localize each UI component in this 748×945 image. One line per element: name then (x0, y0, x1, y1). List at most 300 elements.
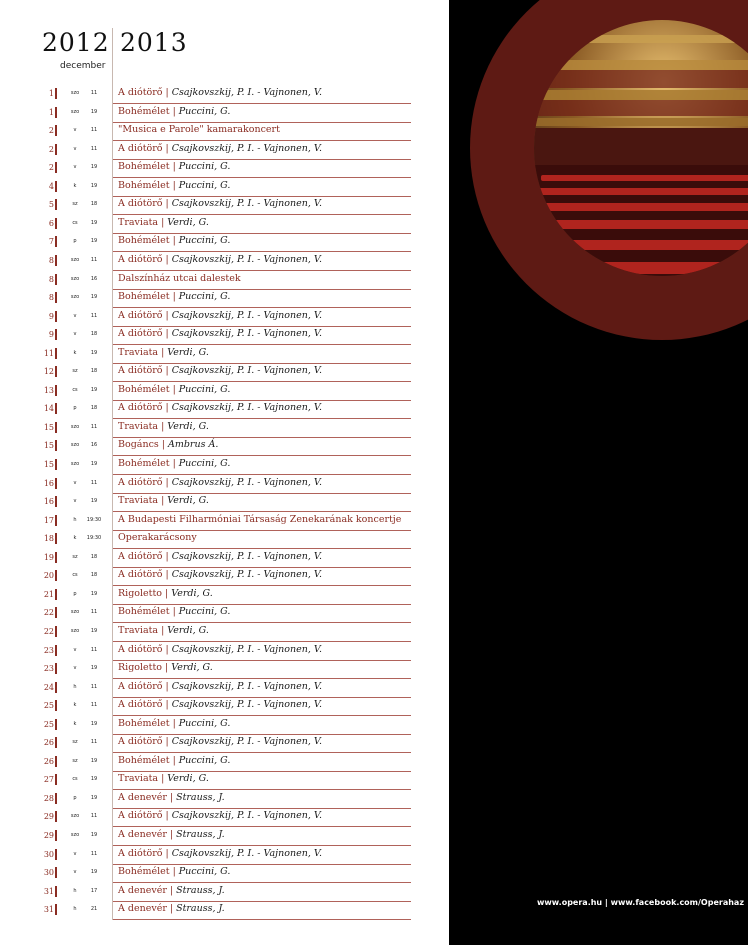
event-title-line[interactable] (118, 885, 225, 896)
event-time: 16 (90, 275, 98, 282)
title-author-separator: | (169, 903, 174, 915)
event-title[interactable]: A diótörő (118, 198, 163, 210)
event-time: 18 (90, 201, 98, 208)
event-title-line[interactable] (118, 829, 225, 840)
day-marker (55, 849, 57, 860)
event-day: 9 (48, 330, 54, 340)
event-time: 18 (90, 572, 98, 579)
event-title-line[interactable] (118, 773, 209, 784)
event-weekday: v (73, 479, 77, 486)
event-row[interactable] (0, 827, 449, 846)
event-day: 29 (43, 831, 54, 840)
event-author: Verdi, G. (167, 346, 209, 358)
event-title-line[interactable] (118, 291, 230, 302)
day-marker (55, 663, 57, 674)
event-author: Csajkovszkij, P. I. - Vajnonen, V. (171, 253, 323, 265)
event-author: Verdi, G. (167, 420, 209, 432)
event-author: Verdi, G. (167, 624, 209, 636)
event-day: 17 (43, 515, 54, 525)
title-author-separator: | (165, 309, 169, 321)
event-author: Strauss, J. (176, 884, 225, 896)
event-author: Strauss, J. (176, 829, 225, 840)
event-title[interactable]: Traviata (118, 420, 159, 432)
event-row[interactable] (0, 215, 449, 234)
event-title[interactable]: Bohémélet (118, 161, 170, 173)
event-author: Csajkovszkij, P. I. - Vajnonen, V. (171, 569, 323, 581)
event-weekday: szo (70, 275, 80, 282)
event-time: 19 (90, 108, 98, 115)
event-title[interactable]: A diótörő (118, 643, 163, 655)
event-day: 1 (48, 107, 54, 117)
event-title[interactable]: Traviata (118, 495, 159, 507)
event-title-line[interactable] (118, 718, 230, 729)
event-day: 19 (43, 552, 54, 562)
event-author: Csajkovszkij, P. I. - Vajnonen, V. (171, 365, 323, 377)
event-time: 11 (90, 683, 98, 690)
event-title[interactable]: A diótörő (118, 736, 163, 748)
event-row[interactable] (0, 846, 449, 865)
event-title-line[interactable] (118, 903, 225, 914)
event-title-line[interactable] (118, 124, 280, 135)
event-row[interactable] (0, 308, 449, 327)
event-weekday: v (73, 498, 77, 505)
event-day: 5 (48, 200, 54, 210)
event-title[interactable]: A diótörő (118, 550, 163, 562)
event-row[interactable] (0, 178, 449, 197)
title-author-separator: | (165, 662, 169, 674)
event-title[interactable]: A diótörő (118, 142, 163, 154)
event-title-line[interactable] (118, 439, 218, 450)
event-author: Csajkovszkij, P. I. - Vajnonen, V. (171, 309, 323, 321)
event-row[interactable] (0, 363, 449, 382)
event-title-line[interactable] (118, 477, 322, 488)
event-title-line[interactable] (118, 606, 230, 617)
event-title-line[interactable] (118, 143, 322, 154)
event-row[interactable] (0, 85, 449, 104)
photo-panel (449, 0, 748, 945)
event-title-line[interactable] (118, 644, 322, 655)
event-row[interactable] (0, 493, 449, 512)
event-row[interactable] (0, 642, 449, 661)
event-row[interactable] (0, 419, 449, 438)
event-title[interactable]: A diótörő (118, 569, 163, 581)
event-author: Puccini, G. (178, 606, 231, 618)
event-title[interactable]: Bohémélet (118, 235, 170, 247)
event-author: Csajkovszkij, P. I. - Vajnonen, V. (171, 847, 323, 859)
day-marker (55, 144, 57, 155)
title-author-separator: | (172, 179, 176, 191)
event-title-line[interactable] (118, 365, 322, 376)
day-marker (55, 737, 57, 748)
event-title-line[interactable] (118, 328, 322, 339)
event-row[interactable] (0, 864, 449, 883)
day-marker (55, 385, 57, 396)
event-title-line[interactable] (118, 810, 322, 821)
event-title[interactable]: A diótörő (118, 402, 163, 414)
event-author: Csajkovszkij, P. I. - Vajnonen, V. (171, 142, 323, 154)
event-weekday: k (73, 349, 77, 356)
event-day: 29 (43, 812, 54, 822)
event-author: Puccini, G. (178, 179, 231, 191)
event-title-line[interactable] (118, 736, 322, 747)
event-row[interactable] (0, 790, 449, 809)
event-weekday: p (73, 794, 77, 801)
event-author: Csajkovszkij, P. I. - Vajnonen, V. (171, 680, 323, 692)
event-row[interactable] (0, 326, 449, 345)
event-weekday: sz (72, 739, 78, 746)
event-author: Verdi, G. (171, 662, 213, 674)
event-title[interactable]: Traviata (118, 773, 159, 785)
event-title[interactable]: A diótörő (118, 847, 163, 859)
event-row[interactable] (0, 400, 449, 419)
event-title-line[interactable] (118, 180, 230, 191)
event-title-line[interactable] (118, 866, 230, 877)
event-title[interactable]: Operakarácsony (118, 532, 197, 544)
event-row[interactable] (0, 716, 449, 735)
event-day: 15 (43, 422, 54, 432)
event-title[interactable]: A diótörő (118, 309, 163, 321)
title-author-separator: | (172, 458, 176, 469)
event-day: 1 (48, 89, 54, 98)
day-marker (55, 830, 57, 841)
event-weekday: p (73, 590, 77, 597)
event-title-line[interactable] (118, 310, 322, 321)
event-author: Puccini, G. (178, 161, 231, 173)
event-row[interactable] (0, 271, 449, 290)
event-weekday: sz (72, 757, 78, 764)
event-time: 19 (90, 832, 98, 838)
event-row[interactable] (0, 753, 449, 772)
event-day: 22 (43, 626, 54, 636)
event-title-line[interactable] (118, 198, 322, 209)
event-title-line[interactable] (118, 662, 213, 673)
event-time: 17 (90, 887, 98, 894)
event-title[interactable]: A denevér (118, 829, 167, 840)
event-row[interactable] (0, 382, 449, 401)
event-row[interactable] (0, 883, 449, 902)
event-day: 26 (43, 756, 54, 766)
day-marker (55, 292, 57, 303)
title-author-separator: | (165, 142, 169, 154)
day-marker (55, 774, 57, 785)
event-title-line[interactable] (118, 532, 197, 543)
event-day: 2 (48, 144, 54, 154)
event-author: Csajkovszkij, P. I. - Vajnonen, V. (171, 643, 323, 655)
day-marker (55, 440, 57, 451)
event-time: 19 (90, 461, 98, 467)
event-title-line[interactable] (118, 87, 322, 98)
day-marker (55, 311, 57, 322)
event-row[interactable] (0, 604, 449, 623)
event-author: Verdi, G. (167, 495, 209, 507)
day-marker (55, 199, 57, 210)
event-day: 26 (43, 738, 54, 748)
event-day: 30 (43, 868, 54, 878)
event-day: 14 (43, 404, 54, 414)
event-title-line[interactable] (118, 161, 230, 172)
event-row[interactable] (0, 345, 449, 364)
title-author-separator: | (172, 717, 176, 729)
event-time: 19 (90, 776, 98, 783)
event-weekday: szo (70, 609, 80, 616)
event-author: Csajkovszkij, P. I. - Vajnonen, V. (171, 550, 323, 562)
event-row[interactable] (0, 901, 449, 920)
event-weekday: h (73, 683, 77, 690)
title-author-separator: | (165, 680, 169, 692)
event-author: Verdi, G. (167, 773, 209, 785)
event-weekday: sz (72, 368, 78, 375)
day-marker (55, 682, 57, 693)
day-marker (55, 496, 57, 507)
event-author: Csajkovszkij, P. I. - Vajnonen, V. (171, 476, 323, 488)
event-time: 19 (90, 219, 98, 226)
title-author-separator: | (172, 383, 176, 395)
event-weekday: v (73, 164, 77, 171)
event-time: 19:30 (86, 516, 102, 523)
event-row[interactable] (0, 808, 449, 827)
event-title[interactable]: Bohémélet (118, 291, 170, 303)
event-author: Puccini, G. (178, 235, 231, 247)
event-title-line[interactable] (118, 588, 213, 599)
day-marker (55, 570, 57, 581)
event-title-line[interactable] (118, 235, 230, 246)
title-author-separator: | (169, 791, 174, 803)
event-title[interactable]: A diótörő (118, 328, 163, 340)
event-title[interactable]: Bogáncs (118, 439, 159, 451)
event-author: Csajkovszkij, P. I. - Vajnonen, V. (171, 402, 323, 414)
event-title-line[interactable] (118, 458, 230, 469)
event-author: Csajkovszkij, P. I. - Vajnonen, V. (171, 198, 323, 210)
title-author-separator: | (172, 161, 176, 173)
event-row[interactable] (0, 530, 449, 549)
event-author: Verdi, G. (171, 587, 213, 599)
event-day: 6 (48, 218, 54, 228)
event-title[interactable]: Bohémélet (118, 866, 170, 878)
title-author-separator: | (161, 346, 165, 358)
event-row[interactable] (0, 771, 449, 790)
event-title-line[interactable] (118, 495, 209, 506)
title-author-separator: | (165, 328, 169, 340)
event-title-line[interactable] (118, 421, 209, 432)
title-author-separator: | (165, 198, 169, 210)
event-title[interactable]: A diótörő (118, 476, 163, 488)
title-author-separator: | (161, 773, 165, 785)
event-row[interactable] (0, 734, 449, 753)
event-row[interactable] (0, 475, 449, 494)
event-title-line[interactable] (118, 384, 230, 395)
event-title[interactable]: A diótörő (118, 87, 163, 98)
title-author-separator: | (172, 606, 176, 618)
event-title-line[interactable] (118, 217, 209, 228)
event-row[interactable] (0, 252, 449, 271)
event-day: 8 (48, 293, 54, 303)
event-title-line[interactable] (118, 551, 322, 562)
row-divider (113, 919, 411, 920)
event-row[interactable] (0, 437, 449, 456)
day-marker (55, 348, 57, 359)
event-day: 8 (48, 274, 54, 284)
day-marker (55, 274, 57, 285)
event-day: 8 (48, 255, 54, 265)
event-day: 23 (43, 664, 54, 674)
event-day: 13 (43, 385, 54, 395)
event-row[interactable] (0, 623, 449, 642)
event-title[interactable]: "Musica e Parole" kamarakoncert (118, 124, 280, 136)
event-time: 11 (90, 646, 98, 653)
event-title[interactable]: Bohémélet (118, 606, 170, 618)
day-marker (55, 626, 57, 637)
event-title-line[interactable] (118, 106, 230, 117)
event-weekday: v (73, 145, 77, 152)
event-title-line[interactable] (118, 347, 209, 358)
event-time: 16 (90, 442, 98, 449)
event-title[interactable]: Bohémélet (118, 105, 170, 117)
event-day: 4 (48, 181, 54, 191)
event-row[interactable] (0, 679, 449, 698)
event-author: Csajkovszkij, P. I. - Vajnonen, V. (171, 699, 323, 711)
event-weekday: szo (70, 442, 80, 449)
title-author-separator: | (161, 439, 165, 451)
event-weekday: szo (70, 461, 80, 467)
event-title[interactable]: Bohémélet (118, 754, 170, 766)
event-author: Puccini, G. (178, 291, 231, 303)
event-row[interactable] (0, 697, 449, 716)
event-title[interactable]: Bohémélet (118, 717, 170, 729)
event-author: Ambrus Á. (167, 439, 219, 451)
event-author: Puccini, G. (178, 717, 231, 729)
event-title[interactable]: A diótörő (118, 699, 163, 711)
title-author-separator: | (172, 291, 176, 303)
event-title-line[interactable] (118, 848, 322, 859)
event-weekday: szo (70, 423, 80, 430)
event-title-line[interactable] (118, 254, 322, 265)
event-weekday: v (73, 646, 77, 653)
footer-links[interactable]: www.opera.hu | www.facebook.com/Operahaz (537, 898, 744, 907)
event-title[interactable]: Traviata (118, 346, 159, 358)
event-row[interactable] (0, 660, 449, 679)
event-weekday: k (73, 702, 77, 709)
event-title[interactable]: Traviata (118, 216, 159, 228)
event-title-line[interactable] (118, 273, 241, 284)
event-time: 11 (90, 813, 98, 820)
day-marker (55, 422, 57, 433)
event-day: 16 (43, 497, 54, 507)
day-marker (55, 589, 57, 600)
event-title[interactable]: Rigoletto (118, 662, 163, 674)
year-2013: 2013 (120, 28, 188, 57)
event-title[interactable]: A Budapesti Filharmóniai Társaság Zenekarának koncertje (118, 513, 402, 525)
event-row[interactable] (0, 159, 449, 178)
event-day: 7 (48, 237, 54, 247)
title-author-separator: | (172, 105, 176, 117)
event-title-line[interactable] (118, 792, 225, 803)
day-marker (55, 478, 57, 489)
event-title-line[interactable] (118, 755, 230, 766)
event-row[interactable] (0, 512, 449, 531)
day-marker (55, 236, 57, 247)
event-time: 18 (90, 553, 98, 560)
event-title[interactable]: Traviata (118, 624, 159, 636)
event-title-line[interactable] (118, 681, 322, 692)
event-row[interactable] (0, 196, 449, 215)
event-row[interactable] (0, 586, 449, 605)
event-day: 18 (43, 534, 54, 544)
event-row[interactable] (0, 549, 449, 568)
event-row[interactable] (0, 233, 449, 252)
event-day: 27 (43, 775, 54, 785)
event-weekday: cs (72, 386, 78, 393)
event-time: 19 (90, 182, 98, 189)
event-day: 20 (43, 571, 54, 581)
event-title[interactable]: Dalszínház utcai dalestek (118, 272, 241, 284)
event-weekday: szo (70, 832, 80, 838)
event-day: 22 (43, 608, 54, 618)
event-title[interactable]: A diótörő (118, 810, 163, 822)
event-title[interactable]: Bohémélet (118, 383, 170, 395)
event-title[interactable]: A denevér (118, 884, 167, 896)
event-title[interactable]: Bohémélet (118, 458, 170, 469)
title-author-separator: | (165, 253, 169, 265)
event-row[interactable] (0, 122, 449, 141)
event-time: 18 (90, 331, 98, 338)
day-marker (55, 403, 57, 414)
month-label: december (60, 61, 106, 71)
event-row[interactable] (0, 289, 449, 308)
event-row[interactable] (0, 456, 449, 475)
event-weekday: v (73, 869, 77, 876)
event-row[interactable] (0, 567, 449, 586)
event-weekday: p (73, 405, 77, 412)
event-weekday: szo (70, 294, 80, 301)
event-row[interactable] (0, 141, 449, 160)
event-time: 11 (90, 145, 98, 152)
event-title[interactable]: A denevér (118, 903, 167, 915)
event-author: Csajkovszkij, P. I. - Vajnonen, V. (171, 328, 323, 340)
event-row[interactable] (0, 104, 449, 123)
event-time: 19 (90, 794, 98, 801)
event-weekday: cs (72, 219, 78, 226)
title-author-separator: | (172, 866, 176, 878)
event-title[interactable]: Bohémélet (118, 179, 170, 191)
day-marker (55, 793, 57, 804)
event-title[interactable]: A diótörő (118, 253, 163, 265)
event-title[interactable]: Rigoletto (118, 587, 163, 599)
day-marker (55, 811, 57, 822)
event-weekday: h (73, 887, 77, 894)
event-title[interactable]: A denevér (118, 791, 167, 803)
title-author-separator: | (165, 736, 169, 748)
day-marker (55, 181, 57, 192)
event-weekday: szo (70, 90, 80, 96)
event-title[interactable]: A diótörő (118, 365, 163, 377)
title-author-separator: | (165, 810, 169, 822)
event-weekday: sz (72, 201, 78, 208)
day-marker (55, 904, 57, 915)
event-time: 11 (90, 702, 98, 709)
event-title-line[interactable] (118, 699, 322, 710)
day-marker (55, 515, 57, 526)
event-time: 19 (90, 720, 98, 727)
event-title-line[interactable] (118, 514, 401, 525)
event-weekday: v (73, 665, 77, 672)
event-title[interactable]: A diótörő (118, 680, 163, 692)
event-title-line[interactable] (118, 402, 322, 413)
event-title-line[interactable] (118, 569, 322, 580)
event-weekday: v (73, 127, 77, 134)
event-title-line[interactable] (118, 625, 209, 636)
title-author-separator: | (161, 420, 165, 432)
title-author-separator: | (172, 235, 176, 247)
